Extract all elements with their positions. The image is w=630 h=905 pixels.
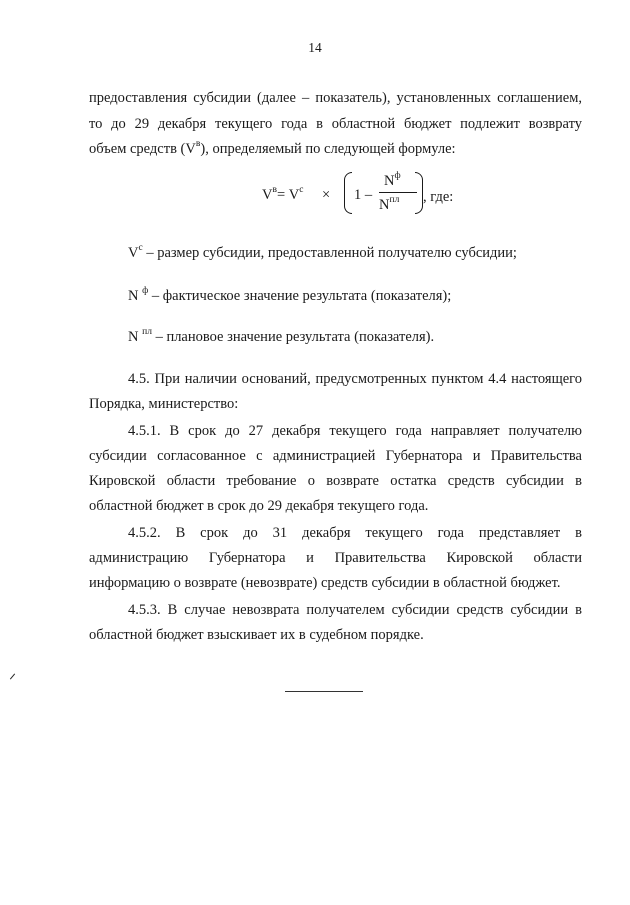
formula-lhs-sup: в: [272, 185, 277, 195]
formula-right-paren: [415, 172, 423, 214]
formula-rhs-sup: с: [299, 185, 304, 195]
definition-nf: [128, 287, 451, 305]
definition-text: – фактическое значение результата (показателя);: [148, 288, 452, 304]
definition-base: N: [128, 288, 143, 304]
formula-den-sup: пл: [389, 195, 400, 205]
page-number: 14: [308, 40, 322, 55]
definition-base: N: [128, 329, 143, 345]
formula-num-sup: ф: [394, 171, 401, 181]
intro-line-3-sup: в: [195, 139, 201, 149]
formula-suffix: , где:: [423, 189, 454, 205]
p453-line-2: областной бюджет взыскивает их в судебном порядке.: [89, 627, 424, 643]
intro-line-3-prefix: объем средств (V: [89, 141, 196, 157]
p452-line-2: администрацию Губернатора и Правительства Кировской области: [89, 550, 582, 566]
definition-vc: [128, 244, 517, 262]
definition-base: V: [128, 245, 139, 261]
intro-line-3-suffix: ), определяемый по следующей формуле:: [200, 141, 456, 157]
p451-line-1: 4.5.1. В срок до 27 декабря текущего года направляет получателю: [128, 423, 582, 439]
definition-sup: с: [138, 243, 143, 253]
formula-times: ×: [322, 187, 331, 203]
definition-npl: [128, 328, 434, 346]
margin-mark: [10, 673, 15, 679]
p451-line-4: областной бюджет в срок до 29 декабря текущего года.: [89, 498, 429, 514]
formula: [262, 170, 462, 220]
formula-lhs-base: V: [262, 187, 273, 203]
formula-one-minus: 1 –: [354, 187, 373, 203]
p453-line-1: 4.5.3. В случае невозврата получателем субсидии средств субсидии в: [128, 602, 582, 618]
formula-left-paren: [344, 172, 352, 214]
p45-line-1: 4.5. При наличии оснований, предусмотренных пунктом 4.4 настоящего: [128, 371, 582, 387]
p451-line-2: субсидии согласованное с администрацией Губернатора и Правительства: [89, 448, 582, 464]
definition-text: – плановое значение результата (показателя).: [151, 329, 435, 345]
intro-line-2: то до 29 декабря текущего года в областной бюджет подлежит возврату: [89, 116, 582, 132]
p452-line-3: информацию о возврате (невозврате) средств субсидии в областной бюджет.: [89, 575, 561, 591]
formula-eq: = V: [276, 187, 300, 203]
p452-line-1: 4.5.2. В срок до 31 декабря текущего года представляет в: [128, 525, 582, 541]
end-separator-line: [285, 691, 363, 692]
p451-line-3: Кировской области требование о возврате остатка средств субсидии в: [89, 473, 582, 489]
fraction-bar: [379, 192, 417, 193]
intro-line-1: предоставления субсидии (далее – показатель), установленных соглашением,: [89, 90, 582, 106]
definition-text: – размер субсидии, предоставленной получателю субсидии;: [142, 245, 517, 261]
formula-num-base: N: [384, 173, 395, 189]
definition-sup: пл: [142, 327, 152, 337]
definition-sup: ф: [142, 286, 149, 296]
intro-line-3: [89, 140, 456, 158]
p45-line-2: Порядка, министерство:: [89, 396, 239, 412]
formula-den-base: N: [379, 197, 390, 213]
